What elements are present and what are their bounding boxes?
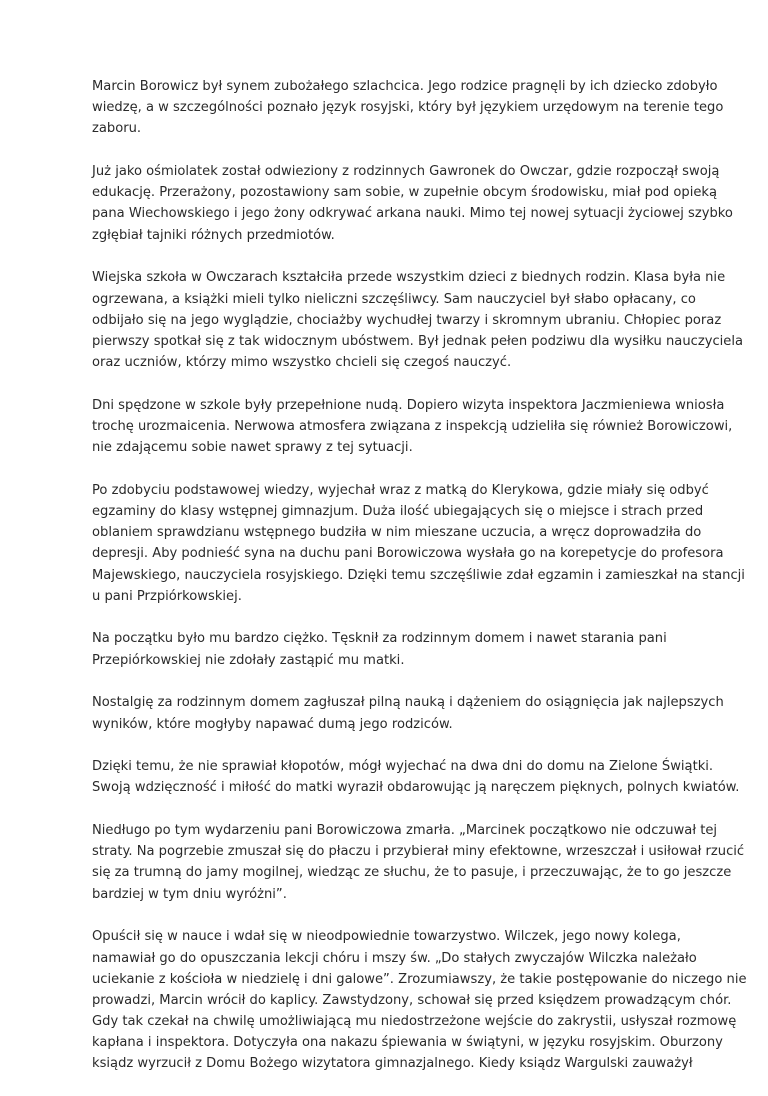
paragraph — [92, 820, 745, 905]
text-line: Nostalgię za rodzinnym domem zagłuszał pilną nauką i dążeniem do osiągnięcia jak najlepszych — [92, 695, 724, 711]
text-line: kapłana i inspektora. Dotyczyła ona nakazu śpiewania w świątyni, w języku rosyjskim. Oburzony — [92, 1035, 723, 1051]
text-line: odbijało się na jego wyglądzie, chociażby wychudłej twarzy i skromnym ubraniu. Chłopiec poraz — [92, 312, 722, 328]
text-line: ogrzewana, a książki mieli tylko nieliczni szczęśliwcy. Sam nauczyciel był słabo opłacany, co — [92, 291, 696, 307]
text-line: Dzięki temu, że nie sprawiał kłopotów, mógł wyjechać na dwa dni do domu na Zielone Świątki. — [92, 759, 714, 775]
text-line: Dni spędzone w szkole były przepełnione nudą. Dopiero wizyta inspektora Jaczmieniewa wniosła — [92, 397, 725, 413]
paragraph — [92, 161, 733, 246]
text-line: nie zdającemu sobie nawet sprawy z tej sytuacji. — [92, 440, 413, 456]
text-line: wiedzę, a w szczególności poznało język rosyjski, który był językiem urzędowym na terenie tego — [92, 100, 724, 116]
text-line: Opuścił się w nauce i wdał się w nieodpowiednie towarzystwo. Wilczek, jego nowy kolega, — [92, 929, 681, 945]
paragraph — [92, 267, 743, 373]
text-line: Wiejska szkoła w Owczarach kształciła przede wszystkim dzieci z biednych rodzin. Klasa była nie — [92, 270, 726, 286]
text-line: egzaminy do klasy wstępnej gimnazjum. Duża ilość ubiegających się o miejsce i strach przed — [92, 504, 704, 519]
text-line: uciekanie z kościoła w niedzielę i dni galowe”. Zrozumiawszy, że takie postępowanie do niczego nie — [92, 971, 747, 987]
paragraph — [92, 76, 724, 140]
paragraph — [92, 692, 724, 734]
text-line: prowadzi, Marcin wrócił do kaplicy. Zawstydzony, schował się przed księdzem prowadzącym chór. — [92, 992, 732, 1008]
text-line: u pani Przpiórkowskiej. — [92, 588, 242, 604]
text-line: Przepiórkowskiej nie zdołały zastąpić mu matki. — [92, 652, 405, 668]
text-line: zaboru. — [92, 121, 142, 137]
text-line: się za trumną do jamy mogilnej, wiedząc ze słuchu, że to pasuje, i przeczuwając, że to go jeszcze — [92, 865, 732, 881]
text-line: Majewskiego, nauczyciela rosyjskiego. Dzięki temu szczęśliwie zdał egzamin i zamieszkał na stancji — [92, 567, 745, 583]
paragraph — [92, 756, 740, 798]
text-line: wyników, które mogłyby napawać dumą jego rodziców. — [92, 716, 453, 732]
text-line: straty. Na pogrzebie zmuszał się do płaczu i przybierał miny efektowne, wrzeszczał i usiłował rzucić — [92, 844, 745, 860]
text-line: pierwszy spotkał się z tak widocznym ubóstwem. Był jednak pełen podziwu dla wysiłku nauczyciela — [92, 333, 743, 349]
paragraph — [92, 926, 747, 1074]
text-line: edukację. Przerażony, pozostawiony sam sobie, w zupełnie obcym środowisku, miał pod opieką — [92, 185, 717, 201]
text-line: Po zdobyciu podstawowej wiedzy, wyjechał wraz z matką do Klerykowa, gdzie miały się odbyć — [92, 482, 709, 498]
paragraph — [92, 480, 745, 607]
text-line: ksiądz wyrzucił z Domu Bożego wizytatora gimnazjalnego. Kiedy ksiądz Wargulski zauważył — [92, 1056, 693, 1072]
text-line: Swoją wdzięczność i miłość do matki wyraził obdarowując ją naręczem pięknych, polnych kwiatów. — [92, 780, 740, 796]
document-page — [92, 76, 747, 1096]
text-line: trochę urozmaicenia. Nerwowa atmosfera związana z inspekcją udzieliła się również Borowiczowi, — [92, 418, 733, 434]
text-line: Marcin Borowicz był synem zubożałego szlachcica. Jego rodzice pragnęli by ich dziecko zdobyło — [92, 79, 718, 94]
text-line: Na początku było mu bardzo ciężko. Tęsknił za rodzinnym domem i nawet starania pani — [92, 631, 667, 647]
text-line: depresji. Aby podnieść syna na duchu pani Borowiczowa wysłała go na korepetycje do profesora — [92, 546, 724, 562]
text-line: pana Wiechowskiego i jego żony odkrywać arkana nauki. Mimo tej nowej sytuacji życiowej szybko — [92, 206, 733, 222]
text-line: bardziej w tym dniu wyróżni”. — [92, 886, 287, 902]
paragraph — [92, 628, 692, 670]
text-line: oblaniem sprawdzianu wstępnego budziła w nim mieszane uczucia, a wręcz doprowadziła do — [92, 525, 702, 541]
text-line: namawiał go do opuszczania lekcji chóru i mszy św. „Do stałych zwyczajów Wilczka należało — [92, 950, 697, 966]
text-line: Niedługo po tym wydarzeniu pani Borowiczowa zmarła. „Marcinek początkowo nie odczuwał tej — [92, 823, 718, 839]
text-line: zgłębiał tajniki różnych przedmiotów. — [92, 227, 335, 243]
text-line: Gdy tak czekał na chwilę umożliwiającą mu niedostrzeżone wejście do zakrystii, usłyszał rozmowę — [92, 1014, 737, 1030]
paragraph — [92, 395, 733, 459]
text-line: oraz uczniów, którzy mimo wszystko chcieli się czegoś nauczyć. — [92, 355, 512, 371]
text-line: Już jako ośmiolatek został odwieziony z rodzinnych Gawronek do Owczar, gdzie rozpoczął swoją — [92, 164, 720, 180]
